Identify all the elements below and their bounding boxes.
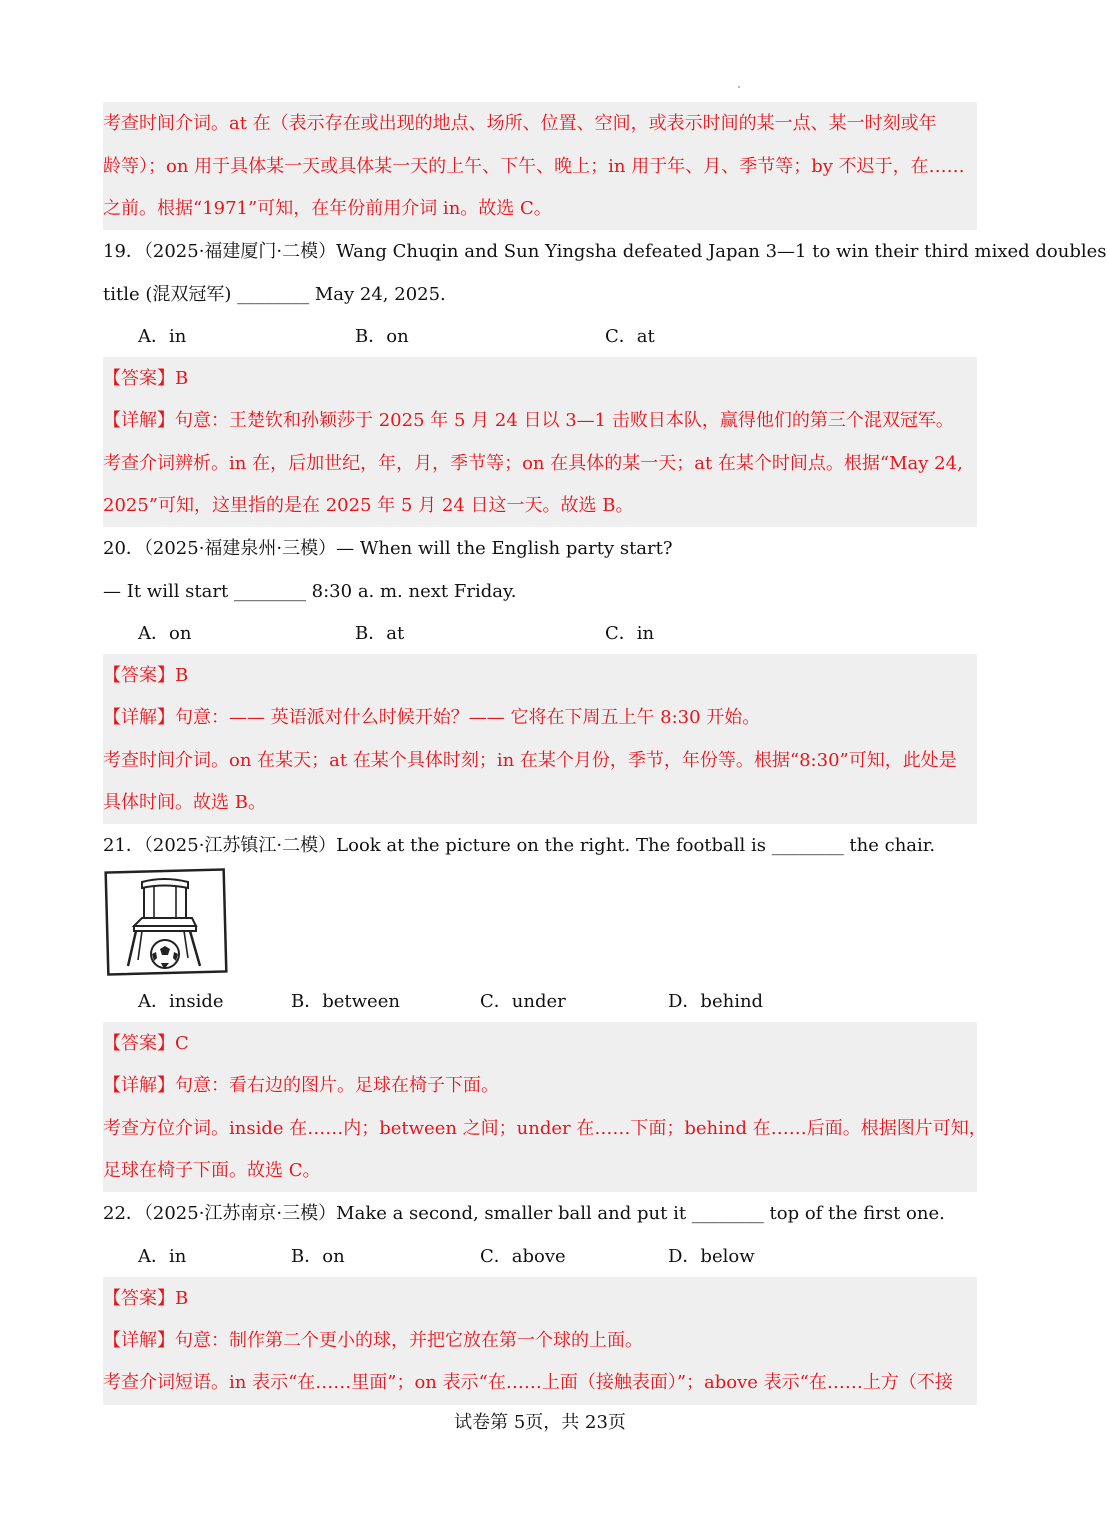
detail-line: 考查介词辨析。in 在，后加世纪，年，月，季节等；on 在具体的某一天；at 在某个时间点。根据“May 24, <box>103 453 963 474</box>
option-d: D．behind <box>668 991 764 1012</box>
detail-line: 具体时间。故选 B。 <box>103 792 266 813</box>
detail-line: 【详解】句意：王楚钦和孙颖莎于 2025 年 5 月 24 日以 3—1 击败日本队，赢得他们的第三个混双冠军。 <box>103 410 954 431</box>
option-c: C．under <box>480 991 566 1012</box>
chair-with-football-icon <box>104 868 228 976</box>
option-c: C．above <box>480 1246 566 1267</box>
detail-line: 考查方位介词。inside 在……内；between 之间；under 在……下面；behind 在……后面。根据图片可知， <box>103 1118 987 1139</box>
question-22-text: 22．（2025·江苏南京·三模）Make a second, smaller ball and put it ________ top of the first one. <box>103 1203 945 1224</box>
question-21-text: 21．（2025·江苏镇江·二模）Look at the picture on the right. The football is ________ the chair. <box>103 835 936 856</box>
detail-line: 2025”可知，这里指的是在 2025 年 5 月 24 日这一天。故选 B。 <box>103 495 634 516</box>
option-b: B．on <box>291 1246 345 1267</box>
detail-line: 【详解】句意：—— 英语派对什么时候开始？—— 它将在下周五上午 8:30 开始。 <box>103 707 761 728</box>
option-a: A．on <box>138 623 192 644</box>
answer-line: 【答案】B <box>103 368 189 389</box>
option-c: C．in <box>605 623 655 644</box>
option-b: B．on <box>355 326 409 347</box>
detail-line: 足球在椅子下面。故选 C。 <box>103 1160 321 1181</box>
option-b: B．between <box>291 991 400 1012</box>
page-footer: 试卷第 5页，共 23页 <box>454 1412 626 1433</box>
detail-line: 考查介词短语。in 表示“在……里面”；on 表示“在……上面（接触表面）”；above 表示“在……上方（不接 <box>103 1372 953 1393</box>
detail-line: 考查时间介词。on 在某天；at 在某个具体时刻；in 在某个月份，季节，年份等。根据“8:30”可知，此处是 <box>103 750 957 771</box>
answer-line: 【答案】C <box>103 1033 189 1054</box>
question-19-text: 19．（2025·福建厦门·二模）Wang Chuqin and Sun Yingsha defeated Japan 3—1 to win their third mixed doubles <box>103 241 1107 262</box>
option-a: A．in <box>138 326 187 347</box>
scan-mark <box>738 86 740 88</box>
option-b: B．at <box>355 623 405 644</box>
detail-line: 【详解】句意：看右边的图片。足球在椅子下面。 <box>103 1075 499 1096</box>
answer-line: 【答案】B <box>103 665 189 686</box>
answer-line: 【答案】B <box>103 1288 189 1309</box>
question-20-text: — It will start ________ 8:30 a. m. next Friday. <box>103 581 517 602</box>
option-a: A．in <box>138 1246 187 1267</box>
question-20-text: 20．（2025·福建泉州·三模）— When will the English party start? <box>103 538 673 559</box>
question-19-text: title (混双冠军) ________ May 24, 2025. <box>103 284 446 305</box>
option-a: A．inside <box>138 991 224 1012</box>
detail-line: 【详解】句意：制作第二个更小的球，并把它放在第一个球的上面。 <box>103 1330 643 1351</box>
option-c: C．at <box>605 326 655 347</box>
explanation-line: 之前。根据“1971”可知，在年份前用介词 in。故选 C。 <box>103 198 552 219</box>
explanation-line: 龄等）；on 用于具体某一天或具体某一天的上午、下午、晚上；in 用于年、月、季节等；by 不迟于，在…… <box>103 156 965 177</box>
explanation-line: 考查时间介词。at 在（表示存在或出现的地点、场所、位置、空间，或表示时间的某一点、某一时刻或年 <box>103 113 937 134</box>
option-d: D．below <box>668 1246 755 1267</box>
